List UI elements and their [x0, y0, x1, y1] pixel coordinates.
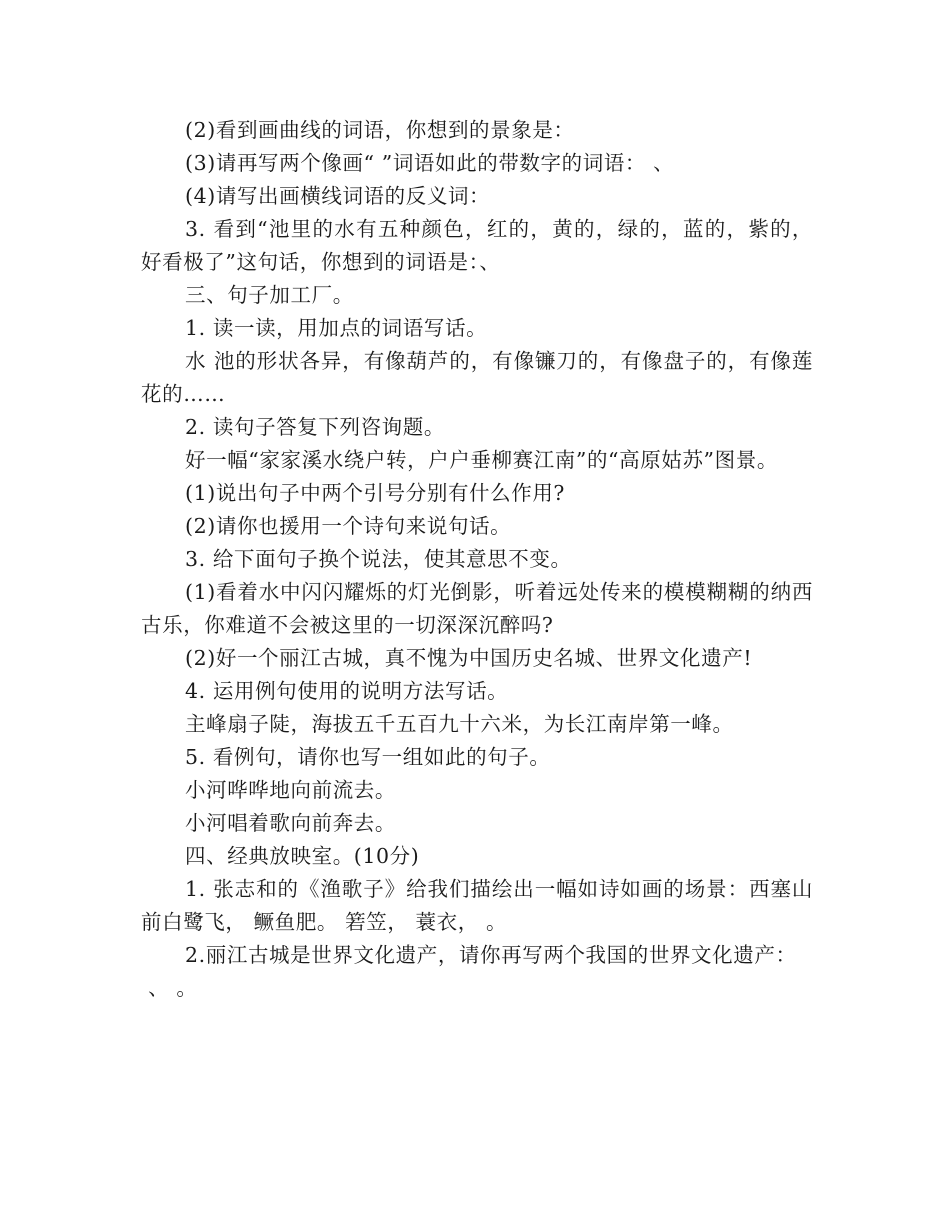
answer-blank-line: 、 。	[141, 976, 198, 1000]
question-2-3-number-words: (3)请再写两个像画“ ”词语如此的带数字的词语： 、	[185, 151, 675, 175]
question-2-read-sentence: 2. 读句子答复下列咨询题。	[185, 415, 445, 439]
question-1-read-and-write: 1. 读一读，用加点的词语写话。	[185, 316, 488, 340]
question-2-world-heritage: 2.丽江古城是世界文化遗产，请你再写两个我国的世界文化遗产：	[185, 943, 797, 967]
question-5-example-sentences: 5. 看例句，请你也写一组如此的句子。	[185, 745, 551, 769]
example-sentence-river-2: 小河唱着歌向前奔去。	[185, 811, 396, 835]
question-2-1-quotation-marks: (1)说出句子中两个引号分别有什么作用?	[185, 481, 566, 505]
question-3-rephrase: 3. 给下面句子换个说法，使其意思不变。	[185, 547, 572, 571]
question-2-4-antonyms: (4)请写出画横线词语的反义词：	[185, 184, 491, 208]
example-sentence-river-1: 小河哗哗地向前流去。	[185, 778, 396, 802]
question-3-pool-colors: 3. 看到“池里的水有五种颜色，红的，黄的，绿的，蓝的，紫的，好看极了”这句话，你想到的词语是：、	[141, 217, 813, 274]
example-sentence-main-peak: 主峰扇子陡，海拔五千五百九十六米，为长江南岸第一峰。	[185, 712, 734, 736]
example-sentence-pool-shapes: 水 池的形状各异，有像葫芦的，有像镰刀的，有像盘子的，有像莲花的……	[141, 349, 813, 406]
question-2-2-cite-poem: (2)请你也援用一个诗句来说句话。	[185, 514, 512, 538]
question-2-2-curved-line: (2)看到画曲线的词语，你想到的景象是：	[185, 118, 575, 142]
question-3-1-sentence: (1)看着水中闪闪耀烁的灯光倒影，听着远处传来的模模糊糊的纳西古乐，你难道不会被这里的一切深深沉醉吗?	[141, 580, 813, 637]
question-1-yu-ge-zi: 1. 张志和的《渔歌子》给我们描绘出一幅如诗如画的场景：西塞山前白鹭飞， 鳜鱼肥。 箬笠， 蓑衣， 。	[141, 877, 813, 934]
section-heading-sentence-factory: 三、句子加工厂。	[185, 283, 354, 307]
document-body	[141, 114, 813, 1005]
question-3-2-sentence: (2)好一个丽江古城，真不愧为中国历史名城、世界文化遗产!	[185, 646, 753, 670]
section-heading-classics: 四、经典放映室。(10分)	[185, 844, 420, 868]
question-4-explanation-method: 4. 运用例句使用的说明方法写话。	[185, 679, 509, 703]
example-sentence-gaoyuan-gusu: 好一幅“家家溪水绕户转，户户垂柳赛江南”的“高原姑苏”图景。	[185, 448, 778, 472]
